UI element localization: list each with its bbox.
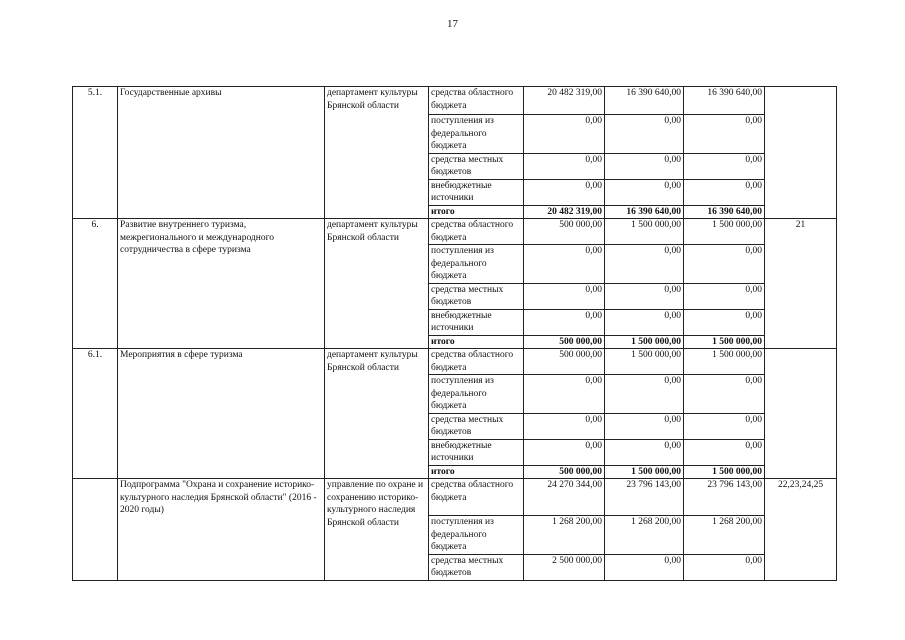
amount-year-2: 0,00: [605, 153, 684, 179]
amount-year-1: 500 000,00: [524, 219, 605, 245]
funding-source: средства областного бюджета: [429, 349, 524, 375]
funding-source: поступления из федерального бюджета: [429, 516, 524, 555]
funding-source: итого: [429, 335, 524, 349]
item-title: Мероприятия в сфере туризма: [118, 349, 325, 479]
amount-year-2: 16 390 640,00: [605, 205, 684, 219]
amount-year-3: 0,00: [684, 309, 765, 335]
amount-year-3: 0,00: [684, 179, 765, 205]
funding-source: средства местных бюджетов: [429, 153, 524, 179]
amount-year-2: 1 500 000,00: [605, 219, 684, 245]
amount-year-3: 0,00: [684, 554, 765, 580]
amount-year-3: 0,00: [684, 153, 765, 179]
funding-source: средства областного бюджета: [429, 219, 524, 245]
funding-source: внебюджетные источники: [429, 179, 524, 205]
responsible-department: департамент культуры Брянской области: [325, 219, 429, 349]
amount-year-1: 0,00: [524, 153, 605, 179]
amount-year-2: 0,00: [605, 413, 684, 439]
funding-source: поступления из федерального бюджета: [429, 375, 524, 414]
amount-year-3: 0,00: [684, 413, 765, 439]
amount-year-2: 0,00: [605, 283, 684, 309]
indicator-reference: 22,23,24,25: [765, 479, 837, 581]
amount-year-3: 1 500 000,00: [684, 349, 765, 375]
funding-source: средства местных бюджетов: [429, 413, 524, 439]
amount-year-2: 1 500 000,00: [605, 465, 684, 479]
funding-source: итого: [429, 465, 524, 479]
funding-source: средства областного бюджета: [429, 479, 524, 516]
responsible-department: управление по охране и сохранению историко-культурного наследия Брянской области: [325, 479, 429, 581]
amount-year-1: 0,00: [524, 413, 605, 439]
responsible-department: департамент культуры Брянской области: [325, 349, 429, 479]
indicator-reference: 21: [765, 219, 837, 349]
amount-year-1: 500 000,00: [524, 335, 605, 349]
amount-year-2: 23 796 143,00: [605, 479, 684, 516]
item-number: 5.1.: [73, 87, 118, 219]
amount-year-3: 23 796 143,00: [684, 479, 765, 516]
amount-year-1: 500 000,00: [524, 349, 605, 375]
amount-year-2: 0,00: [605, 245, 684, 284]
amount-year-2: 1 500 000,00: [605, 349, 684, 375]
amount-year-2: 0,00: [605, 179, 684, 205]
amount-year-2: 0,00: [605, 309, 684, 335]
funding-source: итого: [429, 205, 524, 219]
amount-year-2: 0,00: [605, 554, 684, 580]
amount-year-1: 20 482 319,00: [524, 87, 605, 115]
funding-source: внебюджетные источники: [429, 309, 524, 335]
responsible-department: департамент культуры Брянской области: [325, 87, 429, 219]
amount-year-1: 0,00: [524, 309, 605, 335]
amount-year-3: 16 390 640,00: [684, 205, 765, 219]
amount-year-3: 1 500 000,00: [684, 219, 765, 245]
funding-source: средства областного бюджета: [429, 87, 524, 115]
table-row: [73, 349, 837, 375]
item-title: Государственные архивы: [118, 87, 325, 219]
amount-year-1: 0,00: [524, 115, 605, 154]
item-title: Развитие внутреннего туризма, межрегионального и международного сотрудничества в сфере туризма: [118, 219, 325, 349]
indicator-reference: [765, 87, 837, 219]
amount-year-1: 0,00: [524, 439, 605, 465]
amount-year-1: 2 500 000,00: [524, 554, 605, 580]
amount-year-1: 20 482 319,00: [524, 205, 605, 219]
amount-year-2: 0,00: [605, 375, 684, 414]
table-row: [73, 87, 837, 115]
amount-year-3: 1 500 000,00: [684, 465, 765, 479]
funding-source: средства местных бюджетов: [429, 554, 524, 580]
amount-year-2: 16 390 640,00: [605, 87, 684, 115]
amount-year-3: 16 390 640,00: [684, 87, 765, 115]
amount-year-3: 0,00: [684, 439, 765, 465]
amount-year-1: 0,00: [524, 245, 605, 284]
item-number: 6.1.: [73, 349, 118, 479]
item-number: 6.: [73, 219, 118, 349]
amount-year-3: 0,00: [684, 283, 765, 309]
amount-year-3: 0,00: [684, 115, 765, 154]
amount-year-1: 0,00: [524, 283, 605, 309]
item-title: Подпрограмма "Охрана и сохранение историко-культурного наследия Брянской области" (2016 - 2020 годы): [118, 479, 325, 581]
amount-year-1: 1 268 200,00: [524, 516, 605, 555]
amount-year-2: 0,00: [605, 115, 684, 154]
amount-year-3: 0,00: [684, 245, 765, 284]
funding-source: средства местных бюджетов: [429, 283, 524, 309]
budget-table: [72, 86, 837, 581]
amount-year-3: 1 500 000,00: [684, 335, 765, 349]
funding-source: поступления из федерального бюджета: [429, 115, 524, 154]
indicator-reference: [765, 349, 837, 479]
item-number: [73, 479, 118, 581]
page-number: 17: [447, 18, 458, 30]
amount-year-3: 1 268 200,00: [684, 516, 765, 555]
amount-year-1: 0,00: [524, 179, 605, 205]
amount-year-1: 500 000,00: [524, 465, 605, 479]
amount-year-2: 1 268 200,00: [605, 516, 684, 555]
table-row: [73, 219, 837, 245]
amount-year-3: 0,00: [684, 375, 765, 414]
funding-source: внебюджетные источники: [429, 439, 524, 465]
amount-year-2: 0,00: [605, 439, 684, 465]
amount-year-1: 24 270 344,00: [524, 479, 605, 516]
table-row: [73, 479, 837, 516]
amount-year-2: 1 500 000,00: [605, 335, 684, 349]
amount-year-1: 0,00: [524, 375, 605, 414]
funding-source: поступления из федерального бюджета: [429, 245, 524, 284]
